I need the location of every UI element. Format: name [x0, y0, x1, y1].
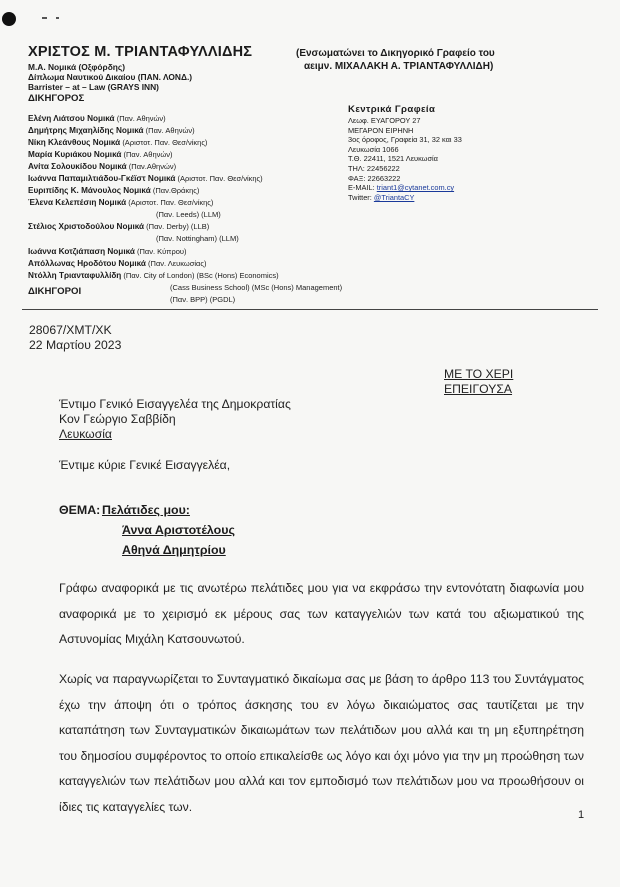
scan-speck	[56, 17, 59, 19]
office-email-row: E-MAIL: triant1@cytanet.com.cy	[348, 183, 455, 193]
partners-list	[28, 113, 342, 306]
partner-row: Στέλιος Χριστοδούλου Νομικά (Παν. Derby) (LLB)	[28, 222, 210, 232]
office-line: ΜΕΓΑΡΟΝ ΕΙΡΗΝΗ	[348, 125, 414, 135]
office-heading: Κεντρικά Γραφεία	[348, 104, 436, 115]
partner-row: (Παν. Nottingham) (LLM)	[156, 234, 239, 244]
recipient-line: Έντιμο Γενικό Εισαγγελέα της Δημοκρατίας	[59, 397, 291, 411]
letter-date: 22 Μαρτίου 2023	[29, 338, 122, 352]
lawyer-title: ΔΙΚΗΓΟΡΟΣ	[28, 92, 85, 104]
email-link[interactable]: triant1@cytanet.com.cy	[376, 183, 455, 193]
incorporation-note	[296, 48, 495, 73]
office-block	[348, 104, 462, 202]
subject-client: Άννα Αριστοτέλους	[122, 523, 235, 537]
incorporation-line: (Ενσωματώνει το Δικηγορικό Γραφείο του	[296, 48, 495, 59]
partner-row: Έλενα Κελεπέσιη Νομικά (Αριστοτ. Παν. Θεσ/νίκης)	[28, 198, 214, 208]
partner-row: Ευριπίδης Κ. Μάνουλος Νομικά (Παν.Θράκης)	[28, 186, 200, 196]
office-line: ΤΗΛ: 22456222	[348, 163, 400, 173]
incorporation-line: αειμν. ΜΙΧΑΛΑΚΗ Α. ΤΡΙΑΝΤΑΦΥΛΛΙΔΗ)	[304, 60, 494, 72]
subject-label: ΘΕΜΑ:	[59, 503, 101, 517]
office-line: ΦΑΞ: 22663222	[348, 173, 401, 183]
partner-row: Ανίτα Σολουκίδου Νομικά (Παν.Αθηνών)	[28, 162, 177, 172]
recipient-city: Λευκωσία	[59, 427, 112, 441]
partner-row: Ντόλλη Τριανταφυλλίδη (Παν. City of London) (BSc (Hons) Economics)	[28, 270, 279, 280]
partner-row: Ιωάννα Παπαμιλτιάδου-Γκέϊστ Νομικά (Αριστοτ. Παν. Θεσ/νίκης)	[28, 174, 263, 184]
qualification-line: Μ.Α. Νομικά (Οξφόρδης)	[28, 62, 126, 72]
partner-row: Ελένη Λιάτσου Νομικά (Παν. Αθηνών)	[28, 114, 166, 123]
partner-row: (Cass Business School) (MSc (Hons) Management)	[170, 282, 343, 292]
office-line: Λευκωσία 1066	[348, 144, 399, 154]
qualification-line: Barrister – at – Law (GRAYS INN)	[28, 82, 159, 93]
delivery-note: ΜΕ ΤΟ ΧΕΡΙ	[444, 367, 514, 381]
urgent-note: ΕΠΕΙΓΟΥΣΑ	[444, 382, 513, 396]
letterhead-divider	[22, 309, 598, 310]
office-line: 3ος όροφος, Γραφεία 31, 32 και 33	[348, 135, 462, 145]
twitter-link[interactable]: @TriantaCY	[373, 192, 415, 202]
subject-client: Αθηνά Δημητρίου	[122, 543, 226, 557]
partner-row: Μαρία Κυριάκου Νομικά (Παν. Αθηνών)	[28, 150, 173, 160]
body-paragraph: Γράφω αναφορικά με τις ανωτέρω πελάτιδες μου για να εκφράσω την εντονότατη διαφωνία μου αναφορικά με το χειρισμό εκ μέρους σας των καταγγελιών των κατά του αξιωματικού της Αστυνομίας Μιχάλη Κατσουνωτού.	[59, 581, 584, 646]
qualification-line: Δίπλωμα Ναυτικού Δικαίου (ΠΑΝ. ΛΟΝΔ.)	[28, 72, 193, 83]
partner-row: Νίκη Κλεάνθους Νομικά (Αριστοτ. Παν. Θεσ/νίκης)	[28, 138, 208, 148]
lawyer-qualifications	[28, 62, 192, 105]
scan-speck	[42, 17, 47, 19]
page-number: 1	[578, 809, 585, 821]
reference-number: 28067/ΧΜΤ/ΧΚ	[29, 323, 112, 337]
partner-row: Ιωάννα Κοτζιάπαση Νομικά (Παν. Κύπρου)	[28, 246, 187, 256]
body-paragraph: Χωρίς να παραγνωρίζεται το Συνταγματικό δικαίωμα σας με βάση το άρθρο 113 του Συντάγματος έχω την άποψη ότι ο τρόπος άσκησης του εν λόγω δικαιώματος σας ταυτίζεται με την καταπάτηση των Συνταγματικών δικαιωμάτων των πελάτιδων μου αλλά και τη μη εξυπηρέτηση του δημοσίου συμφέροντος το οποίο επικαλείσθε ως λόγο και όχι μόνο για την μη προώθηση των καταγγελιών των πελάτιδων μου αλλά και τον εμποδισμό των πελάτιδων μου να προωθήσουν οι ίδιες τις καταγγελίες των.	[59, 672, 584, 814]
office-twitter-row: Twitter: @TriantaCY	[348, 192, 415, 202]
salutation: Έντιμε κύριε Γενικέ Εισαγγελέα,	[59, 458, 231, 472]
partner-row: Απόλλωνας Ηροδότου Νομικά (Παν. Λευκωσίας)	[28, 258, 207, 268]
partner-row: (Παν. Leeds) (LLM)	[156, 210, 221, 220]
partner-row: Δημήτρης Μιχαηλίδης Νομικά (Παν. Αθηνών)	[28, 126, 195, 136]
lawyer-name: ΧΡΙΣΤΟΣ Μ. ΤΡΙΑΝΤΑΦΥΛΛΙΔΗΣ	[28, 44, 253, 60]
recipient-line: Κον Γεώργιο Σαββίδη	[59, 412, 176, 426]
partners-title: ΔΙΚΗΓΟΡΟΙ	[28, 286, 82, 297]
scan-punch-mark	[2, 12, 16, 26]
office-line: Λεωφ. ΕΥΑΓΟΡΟΥ 27	[348, 116, 421, 125]
partner-row: (Παν. BPP) (PGDL)	[170, 294, 236, 304]
subject-title: Πελάτιδες μου:	[102, 503, 190, 517]
office-line: Τ.Θ. 22411, 1521 Λευκωσία	[348, 154, 438, 164]
